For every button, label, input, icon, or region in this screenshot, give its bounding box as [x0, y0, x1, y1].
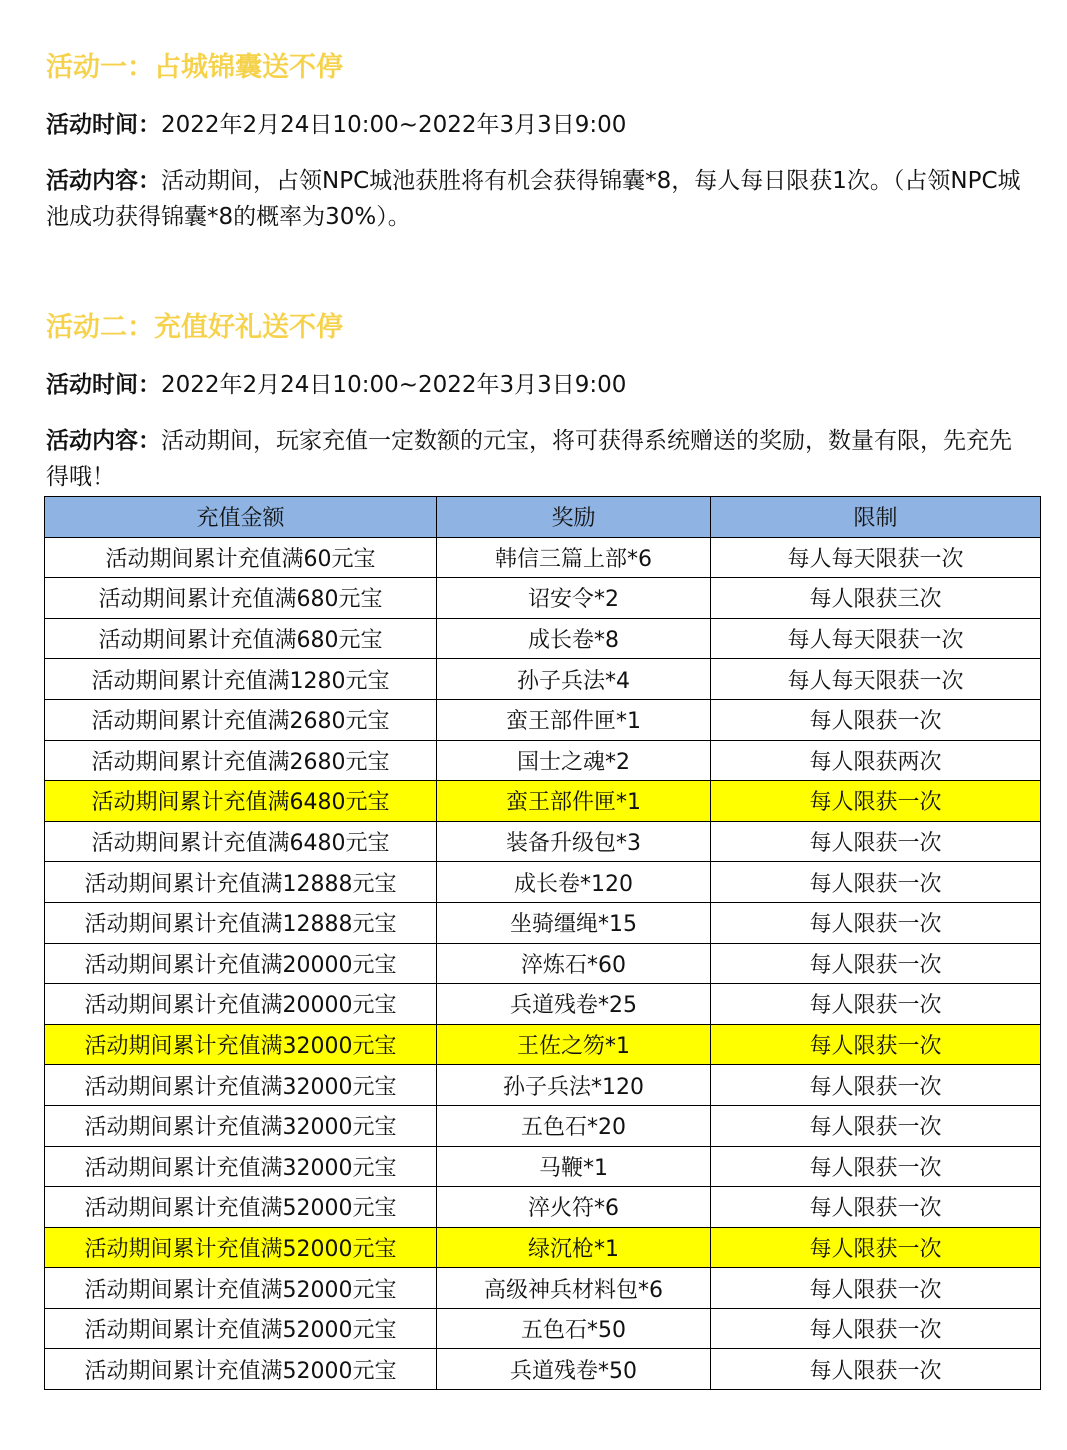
cell-amount: 活动期间累计充值满52000元宝 — [45, 1187, 437, 1228]
table-row — [45, 1308, 1041, 1349]
cell-amount: 活动期间累计充值满32000元宝 — [45, 1065, 437, 1106]
cell-amount: 活动期间累计充值满12888元宝 — [45, 862, 437, 903]
cell-reward: 兵道残卷*50 — [437, 1349, 711, 1390]
cell-limit: 每人限获一次 — [711, 1024, 1041, 1065]
recharge-rewards-table — [44, 496, 1041, 1390]
table-row — [45, 578, 1041, 619]
cell-reward: 蛮王部件匣*1 — [437, 699, 711, 740]
cell-reward: 五色石*20 — [437, 1105, 711, 1146]
cell-limit: 每人限获一次 — [711, 1065, 1041, 1106]
cell-amount: 活动期间累计充值满52000元宝 — [45, 1349, 437, 1390]
cell-amount: 活动期间累计充值满680元宝 — [45, 578, 437, 619]
cell-reward: 孙子兵法*4 — [437, 659, 711, 700]
table-row — [45, 1065, 1041, 1106]
cell-limit: 每人限获一次 — [711, 699, 1041, 740]
table-row — [45, 1105, 1041, 1146]
table-row — [45, 984, 1041, 1025]
activity2-content-label: 活动内容： — [46, 428, 161, 454]
activity1-time-label: 活动时间： — [46, 112, 161, 138]
cell-amount: 活动期间累计充值满6480元宝 — [45, 781, 437, 822]
cell-amount: 活动期间累计充值满32000元宝 — [45, 1105, 437, 1146]
activity2-content — [46, 423, 1021, 495]
table-header-row — [45, 497, 1041, 538]
cell-amount: 活动期间累计充值满52000元宝 — [45, 1308, 437, 1349]
cell-limit: 每人限获一次 — [711, 1187, 1041, 1228]
cell-limit: 每人限获三次 — [711, 578, 1041, 619]
table-row — [45, 618, 1041, 659]
cell-limit: 每人限获一次 — [711, 1268, 1041, 1309]
cell-limit: 每人限获一次 — [711, 1105, 1041, 1146]
cell-reward: 诏安令*2 — [437, 578, 711, 619]
cell-limit: 每人限获一次 — [711, 984, 1041, 1025]
table-row — [45, 1146, 1041, 1187]
header-amount: 充值金额 — [45, 497, 437, 538]
cell-amount: 活动期间累计充值满2680元宝 — [45, 699, 437, 740]
cell-limit: 每人限获两次 — [711, 740, 1041, 781]
cell-amount: 活动期间累计充值满32000元宝 — [45, 1146, 437, 1187]
cell-limit: 每人限获一次 — [711, 1146, 1041, 1187]
cell-limit: 每人限获一次 — [711, 943, 1041, 984]
activity1-title: 活动一：占城锦囊送不停 — [46, 52, 343, 83]
cell-limit: 每人限获一次 — [711, 902, 1041, 943]
activity1-time — [46, 107, 1021, 143]
activity2-time — [46, 367, 1021, 403]
cell-reward: 韩信三篇上部*6 — [437, 537, 711, 578]
cell-reward: 成长卷*8 — [437, 618, 711, 659]
table-row — [45, 740, 1041, 781]
cell-limit: 每人限获一次 — [711, 821, 1041, 862]
activity1-content-value: 活动期间，占领NPC城池获胜将有机会获得锦囊*8，每人每日限获1次。（占领NPC城池成功获得锦囊*8的概率为30%）。 — [46, 168, 1021, 230]
cell-reward: 高级神兵材料包*6 — [437, 1268, 711, 1309]
table-row — [45, 1349, 1041, 1390]
table-row — [45, 781, 1041, 822]
header-limit: 限制 — [711, 497, 1041, 538]
cell-limit: 每人限获一次 — [711, 1308, 1041, 1349]
cell-amount: 活动期间累计充值满20000元宝 — [45, 943, 437, 984]
cell-reward: 国士之魂*2 — [437, 740, 711, 781]
cell-amount: 活动期间累计充值满20000元宝 — [45, 984, 437, 1025]
cell-amount: 活动期间累计充值满52000元宝 — [45, 1268, 437, 1309]
table-row — [45, 1187, 1041, 1228]
cell-reward: 王佐之笏*1 — [437, 1024, 711, 1065]
table-row — [45, 862, 1041, 903]
table-body — [45, 537, 1041, 1389]
cell-reward: 兵道残卷*25 — [437, 984, 711, 1025]
cell-amount: 活动期间累计充值满680元宝 — [45, 618, 437, 659]
cell-reward: 成长卷*120 — [437, 862, 711, 903]
cell-limit: 每人限获一次 — [711, 1349, 1041, 1390]
cell-reward: 孙子兵法*120 — [437, 1065, 711, 1106]
cell-limit: 每人限获一次 — [711, 781, 1041, 822]
cell-reward: 淬炼石*60 — [437, 943, 711, 984]
table-row — [45, 1227, 1041, 1268]
cell-amount: 活动期间累计充值满60元宝 — [45, 537, 437, 578]
cell-amount: 活动期间累计充值满1280元宝 — [45, 659, 437, 700]
cell-limit: 每人每天限获一次 — [711, 618, 1041, 659]
activity2-time-value: 2022年2月24日10:00~2022年3月3日9:00 — [161, 372, 627, 398]
table-row — [45, 699, 1041, 740]
table-row — [45, 1024, 1041, 1065]
cell-amount: 活动期间累计充值满2680元宝 — [45, 740, 437, 781]
table-row — [45, 537, 1041, 578]
table-row — [45, 659, 1041, 700]
activity2-title: 活动二：充值好礼送不停 — [46, 312, 343, 343]
table-row — [45, 821, 1041, 862]
activity2-time-label: 活动时间： — [46, 372, 161, 398]
cell-reward: 坐骑缰绳*15 — [437, 902, 711, 943]
activity1-content — [46, 163, 1021, 235]
table-row — [45, 1268, 1041, 1309]
cell-limit: 每人每天限获一次 — [711, 659, 1041, 700]
cell-limit: 每人每天限获一次 — [711, 537, 1041, 578]
activity1-content-label: 活动内容： — [46, 168, 161, 194]
cell-reward: 五色石*50 — [437, 1308, 711, 1349]
cell-amount: 活动期间累计充值满12888元宝 — [45, 902, 437, 943]
table-row — [45, 943, 1041, 984]
cell-limit: 每人限获一次 — [711, 862, 1041, 903]
header-reward: 奖励 — [437, 497, 711, 538]
cell-reward: 蛮王部件匣*1 — [437, 781, 711, 822]
cell-amount: 活动期间累计充值满6480元宝 — [45, 821, 437, 862]
cell-reward: 淬火符*6 — [437, 1187, 711, 1228]
cell-reward: 绿沉枪*1 — [437, 1227, 711, 1268]
activity2-content-value: 活动期间，玩家充值一定数额的元宝，将可获得系统赠送的奖励，数量有限，先充先得哦！ — [46, 428, 1012, 490]
cell-reward: 马鞭*1 — [437, 1146, 711, 1187]
table-row — [45, 902, 1041, 943]
cell-amount: 活动期间累计充值满32000元宝 — [45, 1024, 437, 1065]
cell-reward: 装备升级包*3 — [437, 821, 711, 862]
cell-limit: 每人限获一次 — [711, 1227, 1041, 1268]
cell-amount: 活动期间累计充值满52000元宝 — [45, 1227, 437, 1268]
activity1-time-value: 2022年2月24日10:00~2022年3月3日9:00 — [161, 112, 627, 138]
